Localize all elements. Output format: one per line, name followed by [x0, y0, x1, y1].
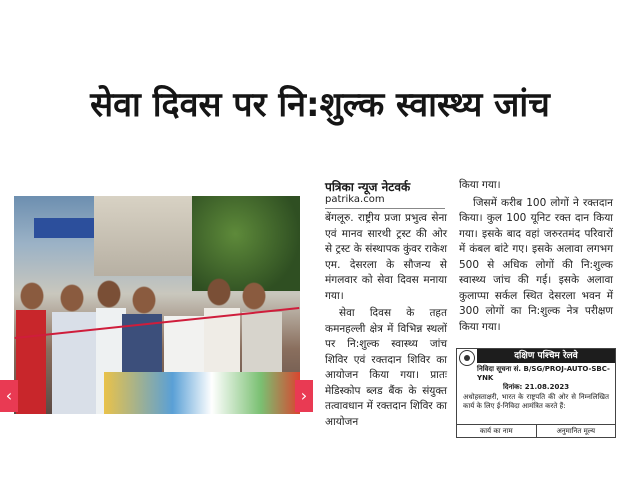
railway-logo-icon	[459, 350, 475, 366]
tender-notice	[456, 348, 616, 438]
website-label: patrika.com	[325, 194, 385, 205]
article-column-2	[459, 178, 613, 337]
headline: सेवा दिवस पर नि:शुल्क स्वास्थ्य जांच	[90, 85, 550, 125]
previous-arrow-button[interactable]: ‹	[0, 380, 18, 412]
notice-table-header	[457, 424, 615, 437]
event-photo	[14, 196, 300, 414]
notice-body: अधोहस्ताक्षरी, भारत के राष्ट्रपति की ओर से निम्नलिखित कार्य के लिए ई-निविदा आमंत्रित करते हैं:	[463, 393, 609, 410]
notice-col-work: कार्य का नाम	[479, 427, 513, 435]
article-paragraph: किया गया।	[459, 179, 501, 191]
byline: पत्रिका न्यूज नेटवर्क	[325, 180, 411, 194]
notice-col-value: अनुमानित मूल्य	[536, 425, 616, 437]
article-paragraph: जिसमें करीब 100 लोगों ने रक्तदान किया। कुल 100 यूनिट रक्त दान किया गया। इसके बाद वहां जरुरतमंद परिवारों में कंबल बांटे गए। इसके अलावा लगभग 500 से अधिक लोगों की नि:शुल्क स्वास्थ्य जांच की गई। इसके अलावा कुलाप्पा सर्कल स्थित देसरला भवन में 300 लोगों का नि:शुल्क नेत्र परीक्षण किया गया।	[459, 196, 613, 333]
notice-ref: निविदा सूचना सं. B/SG/PROJ-AUTO-SBC-YNK	[477, 365, 610, 382]
article-column-1	[325, 211, 447, 432]
article-paragraph: सेवा दिवस के तहत कमनहल्ली क्षेत्र में विभिन्न स्थलों पर नि:शुल्क स्वास्थ्य जांच शिविर एवं रक्तदान शिविर का आयोजन किया गया। प्रातः मेडिस्कोप ब्लड बैंक के संयुक्त तत्वावधान में रक्तदान शिविर का आयोजन	[325, 307, 447, 428]
next-arrow-button[interactable]: ›	[295, 380, 313, 412]
divider	[325, 208, 445, 209]
notice-date: दिनांक: 21.08.2023	[502, 383, 570, 391]
article-paragraph: बेंगलूरु. राष्ट्रीय प्रजा प्रभुत्व सेना एवं मानव सारथी ट्रस्ट की ओर से ट्रस्ट के संस्थापक कुंवर राकेश एम. देसरला के सौजन्य से मंगलवार को सेवा दिवस मनाया गया।	[325, 212, 447, 302]
notice-org: दक्षिण पश्चिम रेलवे	[477, 349, 615, 363]
